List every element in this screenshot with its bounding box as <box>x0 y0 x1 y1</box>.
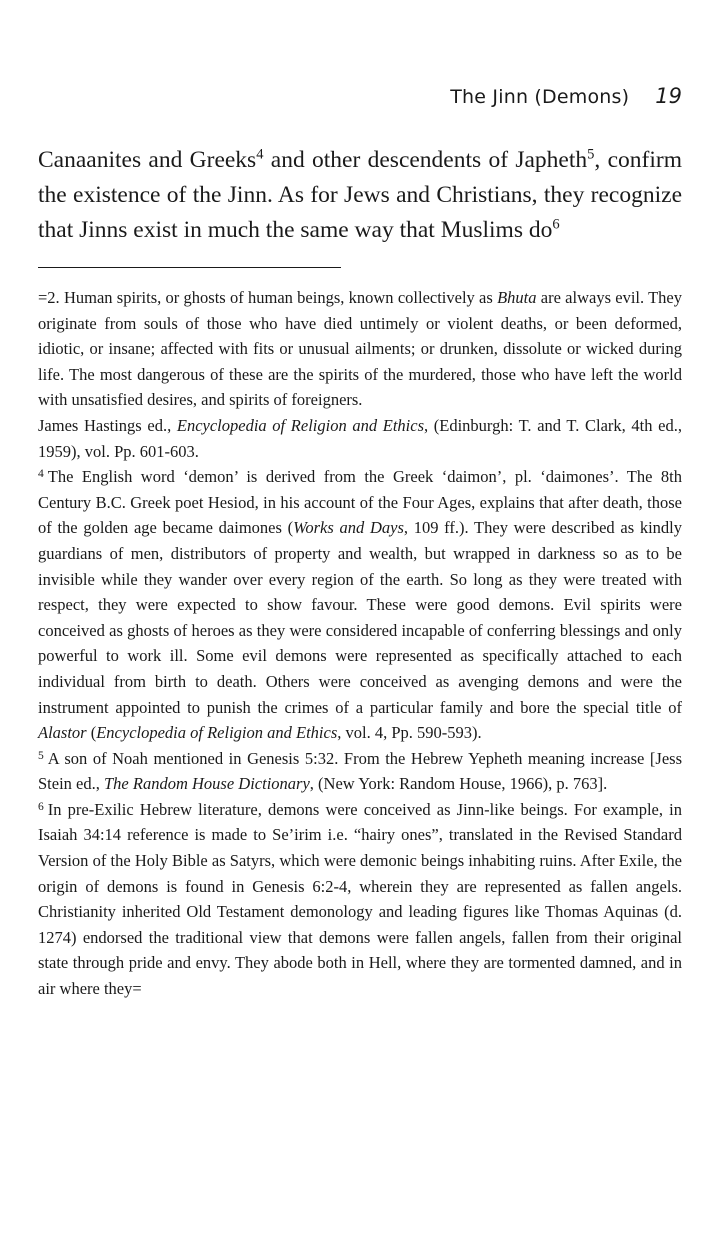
footnote-italic: Bhuta <box>497 288 537 307</box>
running-header <box>450 84 682 114</box>
footnote-italic: Works and Days <box>293 518 404 538</box>
footnote-text: , 109 ff.). They were described as kindly guardians of men, distributors of property and wealth, but wrapped in darkness so as to be invisible while they wander over every region of the earth. So long as they were treated with respect, they were expected to show favour. These were good demons. Evil spirits were conceived as ghosts of heroes as they were considered incapable of conferring blessings and only powerful to work ill. Some evil demons were represented as specifically attached to each individual from birth to death. Others were conceived as avenging demons and were the instrument appointed to punish the crimes of a particular family and bore the special title of <box>38 518 682 717</box>
footnote-text: James Hastings ed., <box>38 415 177 435</box>
footnote-text: , (Edinburgh: T. and T. Clark, 4th ed., 1959), vol. Pp. 601-603. <box>38 415 682 461</box>
footnote-ref-4: 4 <box>256 146 264 163</box>
footnote-text: , (New York: Random House, 1966), p. 763]. <box>309 774 608 794</box>
running-title: The Jinn (Demons) <box>450 86 630 108</box>
footnote-italic: Alastor <box>38 723 87 743</box>
footnote-text: The English word ‘demon’ is derived from the Greek ‘daimon’, pl. ‘daimones’. The 8th Century B.C. Greek poet Hesiod, in his account of the Four Ages, explains that after death, those of the golden age became daimones ( <box>38 467 682 538</box>
footnote-number: 4 <box>38 467 44 480</box>
body-text: Canaanites and Greeks <box>38 147 257 173</box>
footnotes <box>38 285 682 1002</box>
footnote-text: ( <box>86 723 97 743</box>
footnote-number: 6 <box>38 800 44 813</box>
footnote-italic: Encyclopedia of Religion and Ethics <box>96 723 338 743</box>
footnote-reference <box>38 413 682 464</box>
footnote-5 <box>38 746 682 797</box>
footnote-6 <box>38 797 682 1002</box>
footnote-italic: The Random House Dictionary <box>104 774 310 794</box>
footnote-number: 5 <box>38 749 44 762</box>
body-paragraph <box>38 143 682 248</box>
footnote-text: A son of Noah mentioned in Genesis 5:32. From the Hebrew Yepheth meaning increase [Jess Stein ed., <box>38 748 682 794</box>
footnote-4 <box>38 464 682 746</box>
body-text: and other descendents of Japheth <box>263 147 588 173</box>
footnote-continued <box>38 285 682 413</box>
footnote-separator <box>38 267 341 268</box>
page-number: 19 <box>655 84 682 108</box>
footnote-text: =2. Human spirits, or ghosts of human beings, known collectively as <box>38 288 498 307</box>
footnote-ref-6: 6 <box>552 216 560 233</box>
footnote-text: are always evil. They originate from souls of those who have died untimely or violent deaths, or been deformed, idiotic, or insane; affected with fits or unusual ailments; or drunken, dissolute or wicked during life. The most dangerous of these are the spirits of the murdered, those who have left the world with unsatisfied desires, and spirits of foreigners. <box>38 288 683 410</box>
footnote-italic: Encyclopedia of Religion and Ethics <box>176 415 424 435</box>
body-text: , confirm the existence of the Jinn. As for Jews and Christians, they recognize that Jinns exist in much the same way that Muslims do <box>38 147 682 243</box>
footnote-ref-5: 5 <box>587 146 595 163</box>
footnote-text: , vol. 4, Pp. 590-593). <box>337 723 482 743</box>
footnote-text: In pre-Exilic Hebrew literature, demons were conceived as Jinn-like beings. For example, in Isaiah 34:14 reference is made to Se’irim i.e. “hairy ones”, translated in the Revised Standard Version of the Holy Bible as Satyrs, which were demonic beings inhabiting ruins. After Exile, the origin of demons is found in Genesis 6:2-4, wherein they are represented as fallen angels. Christianity inherited Old Testament demonology and leading figures like Thomas Aquinas (d. 1274) endorsed the traditional view that demons were fallen angels, fallen from their original state through pride and envy. They abode both in Hell, where they are tormented damned, and in air where they= <box>38 799 682 999</box>
